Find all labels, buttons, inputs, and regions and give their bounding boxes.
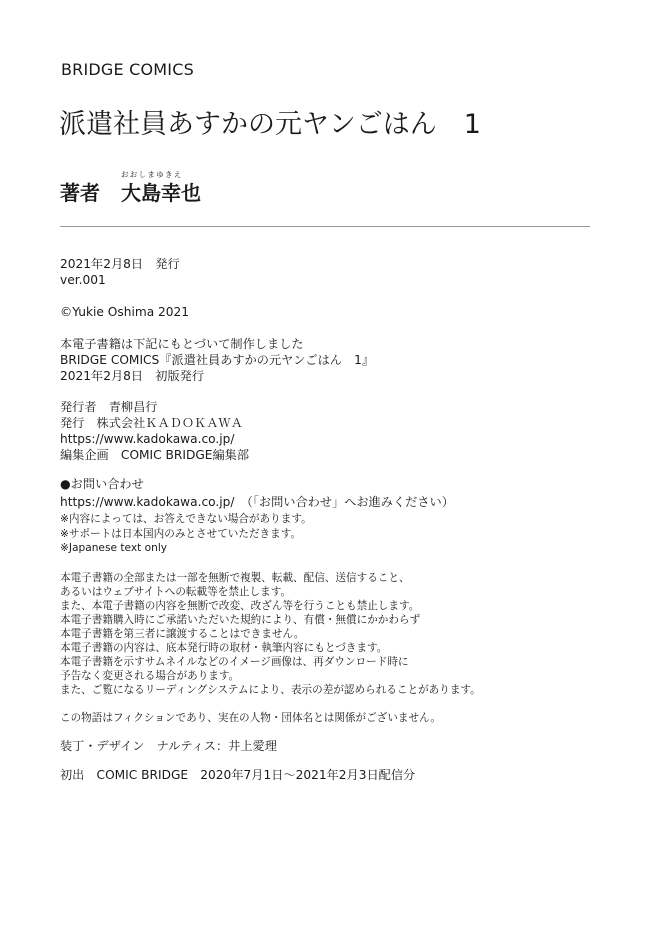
design-credit: 装丁・デザイン ナルティス：井上愛理 <box>60 739 277 753</box>
copyright: ©Yukie Oshima 2021 <box>60 305 190 319</box>
author-role: 著者 <box>60 181 100 205</box>
legal-line: また、本電子書籍の内容を無断で改変、改ざん等を行うことも禁止します。 <box>60 600 420 612</box>
first-appearance: 初出 COMIC BRIDGE 2020年7月1日～2021年2月3日配信分 <box>60 768 416 782</box>
legal-line: 本電子書籍の全部または一部を無断で複製、転載、配信、送信すること、 <box>60 572 410 584</box>
contact-url: https://www.kadokawa.co.jp/ （「お問い合わせ」へお進みください） <box>60 495 454 509</box>
legal-line: また、ご覧になるリーディングシステムにより、表示の差が認められることがあります。 <box>60 684 481 696</box>
legal-line: あるいはウェブサイトへの転載等を禁止します。 <box>60 586 292 598</box>
legal-line: 本電子書籍を第三者に譲渡することはできません。 <box>60 628 305 640</box>
imprint-label: BRIDGE COMICS <box>61 60 194 79</box>
editor-line: 編集企画 COMIC BRIDGE編集部 <box>60 448 250 462</box>
contact-note: ※内容によっては、お答えできない場合があります。 <box>60 513 312 525</box>
legal-line: 予告なく変更される場合があります。 <box>60 670 240 682</box>
legal-line: 本電子書籍購入時にご承諾いただいた規約により、有償・無償にかかわらず <box>60 614 421 626</box>
contact-note: ※Japanese text only <box>60 542 168 554</box>
contact-note: ※サポートは日本国内のみとさせていただきます。 <box>60 528 302 540</box>
author-ruby: おおしまゆきえ <box>121 170 183 179</box>
publisher-url: https://www.kadokawa.co.jp/ <box>60 432 235 446</box>
publish-date: 2021年2月8日 発行 <box>60 257 180 271</box>
fiction-note: この物語はフィクションであり、実在の人物・団体名とは関係がございません。 <box>60 712 441 724</box>
contact-heading: ●お問い合わせ <box>60 477 144 491</box>
source-line: 2021年2月8日 初版発行 <box>60 369 205 383</box>
book-title: 派遣社員あすかの元ヤンごはん 1 <box>59 109 481 140</box>
author-name: 大島幸也 <box>121 181 201 205</box>
source-line: 本電子書籍は下記にもとづいて制作しました <box>60 337 304 351</box>
issuer-line: 発行 株式会社ＫＡＤＯＫＡＷＡ <box>60 416 243 430</box>
divider <box>60 226 590 227</box>
version: ver.001 <box>60 273 106 287</box>
legal-line: 本電子書籍の内容は、底本発行時の取材・執筆内容にもとづきます。 <box>60 642 388 654</box>
source-line: BRIDGE COMICS『派遣社員あすかの元ヤンごはん 1』 <box>60 353 375 367</box>
publisher-line: 発行者 青柳昌行 <box>60 400 158 414</box>
legal-line: 本電子書籍を示すサムネイルなどのイメージ画像は、再ダウンロード時に <box>60 656 409 668</box>
